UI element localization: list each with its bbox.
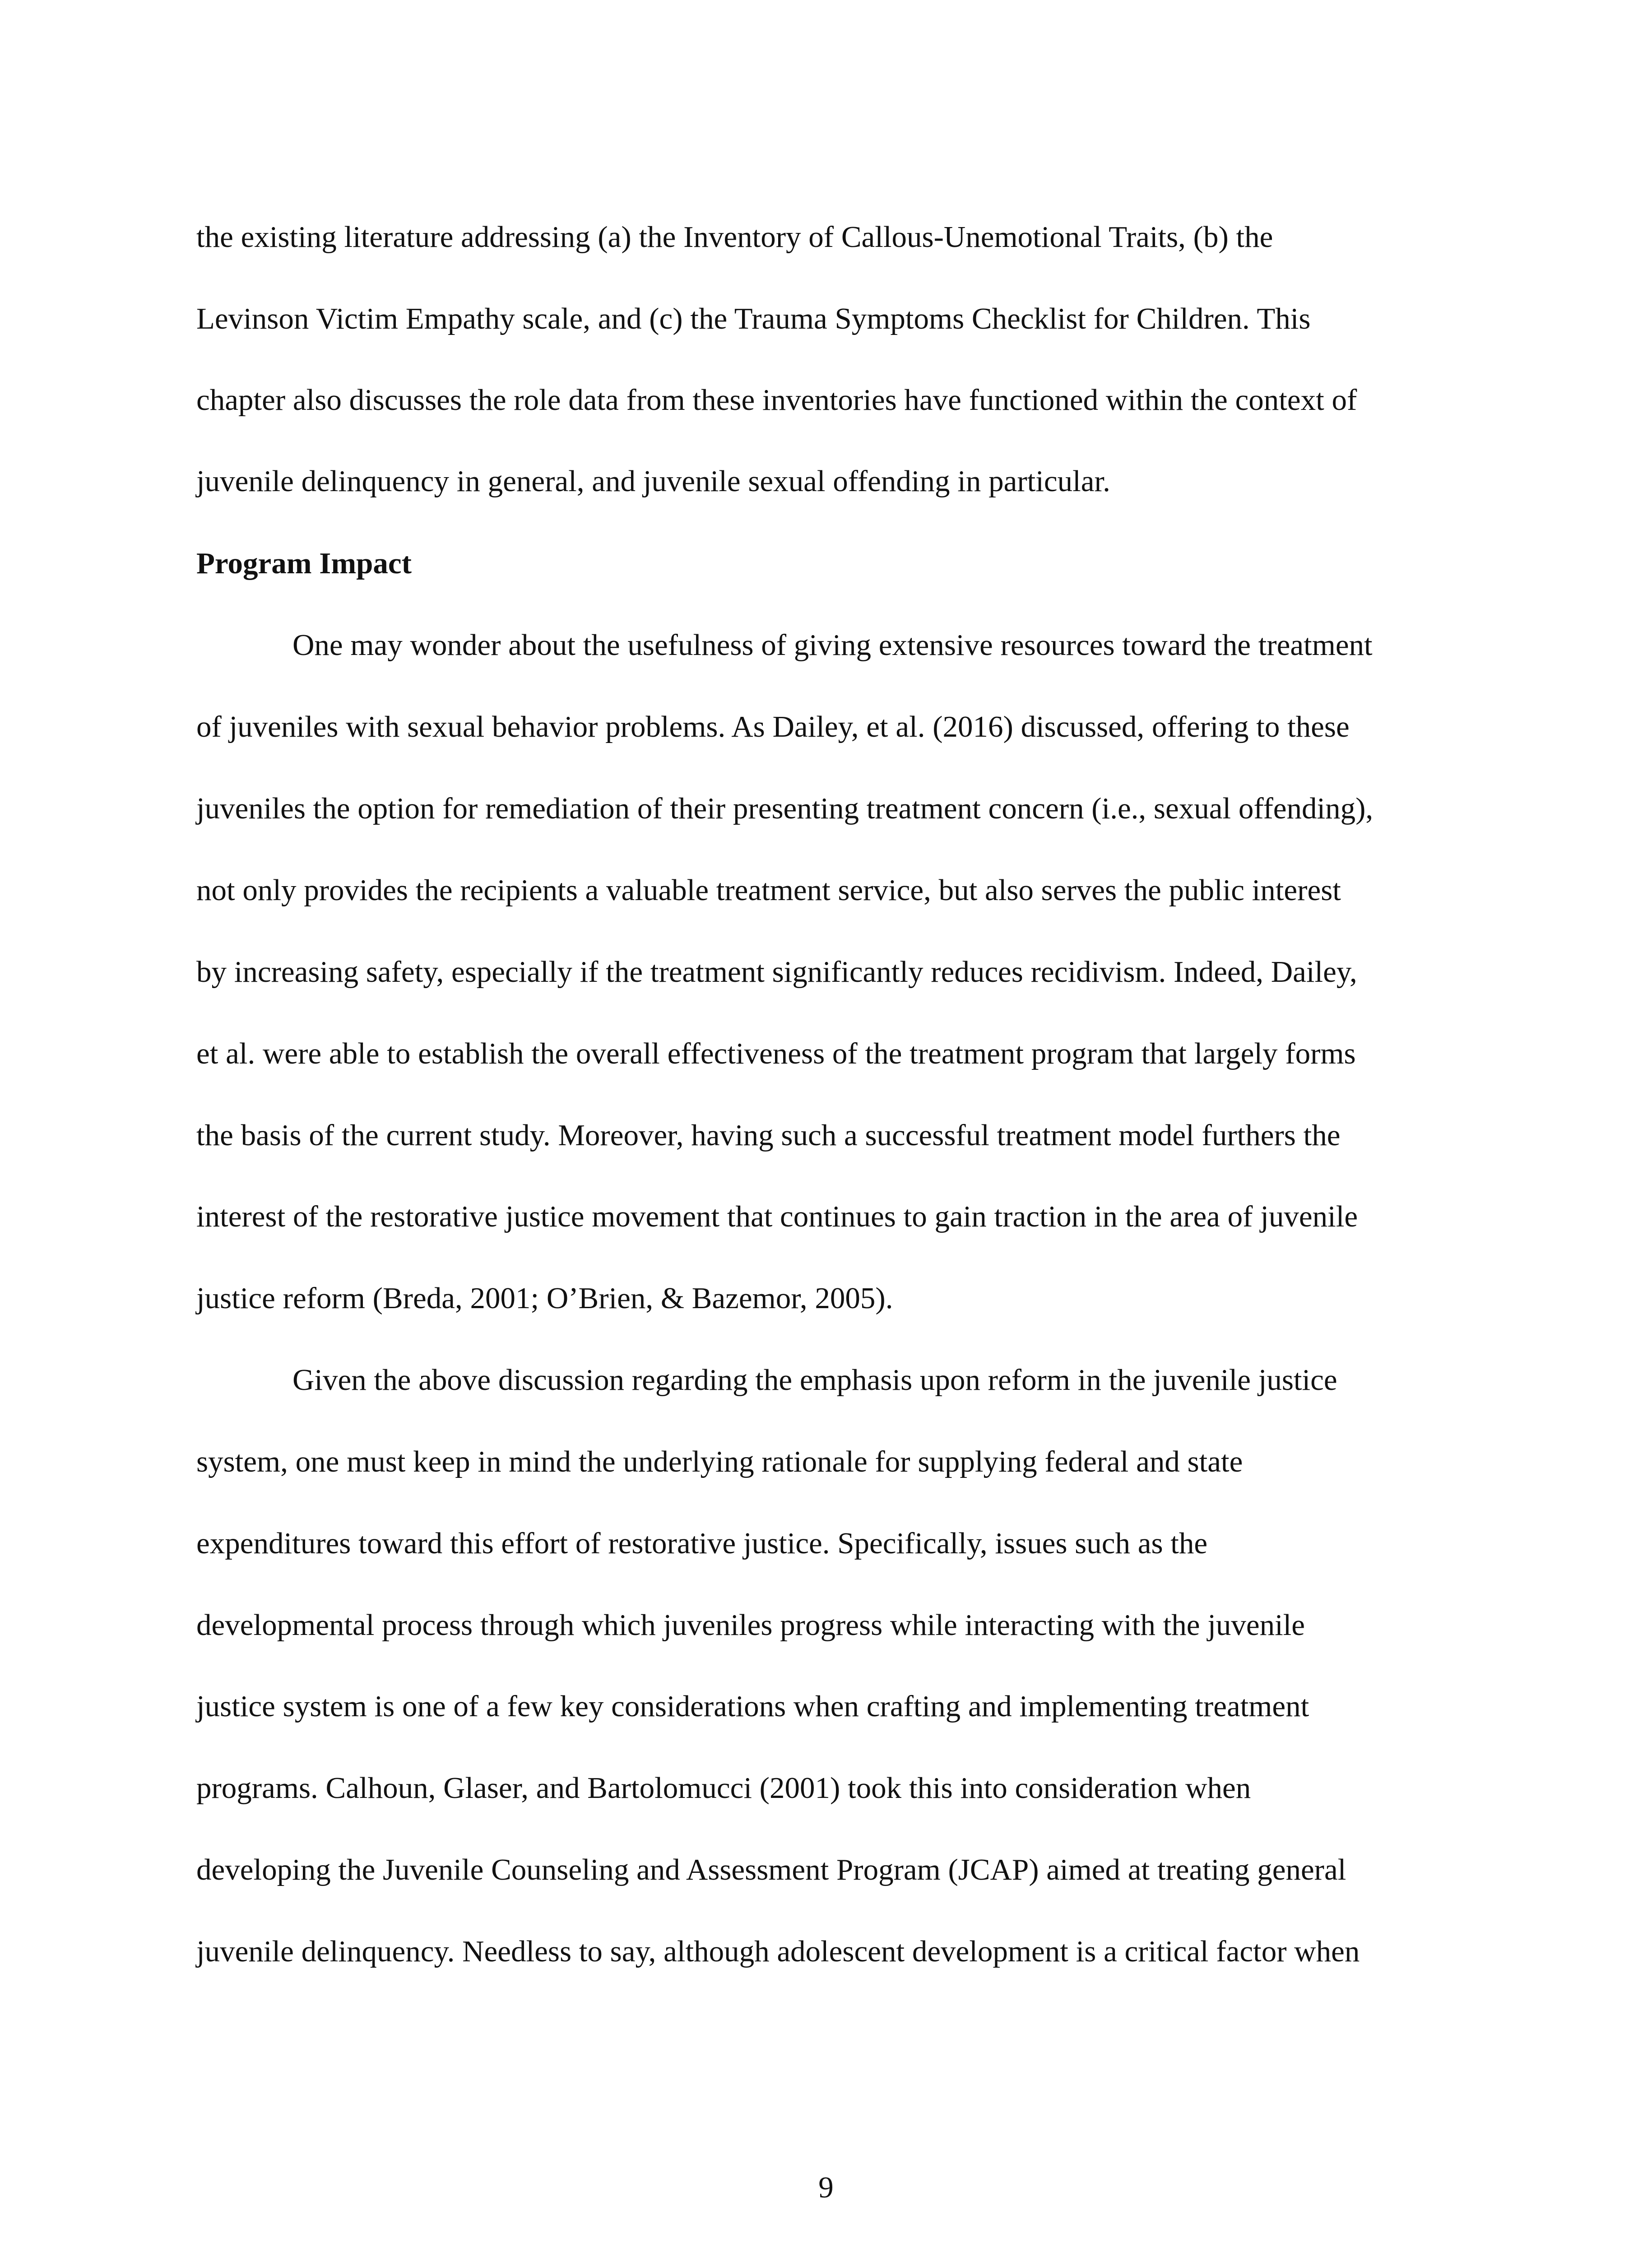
paragraph-line: system, one must keep in mind the underlying rationale for supplying federal and state (196, 1445, 1243, 1478)
text-line: the existing literature addressing (a) the Inventory of Callous-Unemotional Traits, (b) the (196, 220, 1273, 254)
paragraph-line: developing the Juvenile Counseling and Assessment Program (JCAP) aimed at treating general (196, 1853, 1346, 1886)
paragraph-line: One may wonder about the usefulness of giving extensive resources toward the treatment (292, 628, 1373, 662)
section-heading: Program Impact (196, 547, 412, 580)
paragraph-line: expenditures toward this effort of restorative justice. Specifically, issues such as the (196, 1527, 1208, 1560)
text-line: Levinson Victim Empathy scale, and (c) the Trauma Symptoms Checklist for Children. This (196, 302, 1311, 335)
paragraph-line: justice system is one of a few key considerations when crafting and implementing treatment (196, 1690, 1309, 1723)
paragraph-line: by increasing safety, especially if the treatment significantly reduces recidivism. Indeed, Dailey, (196, 955, 1357, 989)
paragraph-line: interest of the restorative justice movement that continues to gain traction in the area of juvenile (196, 1200, 1358, 1233)
paragraph-line: justice reform (Breda, 2001; O’Brien, & Bazemor, 2005). (196, 1282, 893, 1315)
paragraph-line: juveniles the option for remediation of their presenting treatment concern (i.e., sexual offending), (196, 792, 1374, 825)
paragraph-line: of juveniles with sexual behavior problems. As Dailey, et al. (2016) discussed, offering to these (196, 710, 1350, 743)
paragraph-line: Given the above discussion regarding the emphasis upon reform in the juvenile justice (292, 1363, 1337, 1397)
page-number: 9 (818, 2171, 834, 2204)
text-line: juvenile delinquency in general, and juvenile sexual offending in particular. (196, 464, 1110, 498)
text-line: chapter also discusses the role data from these inventories have functioned within the context of (196, 383, 1357, 417)
paragraph-line: not only provides the recipients a valuable treatment service, but also serves the public interest (196, 873, 1341, 907)
paragraph-line: et al. were able to establish the overall effectiveness of the treatment program that largely forms (196, 1037, 1356, 1070)
paragraph-line: juvenile delinquency. Needless to say, although adolescent development is a critical factor when (196, 1935, 1360, 1968)
paragraph-line: the basis of the current study. Moreover, having such a successful treatment model furthers the (196, 1119, 1341, 1152)
paragraph-line: programs. Calhoun, Glaser, and Bartolomucci (2001) took this into consideration when (196, 1771, 1251, 1805)
paragraph-line: developmental process through which juveniles progress while interacting with the juvenile (196, 1608, 1305, 1642)
